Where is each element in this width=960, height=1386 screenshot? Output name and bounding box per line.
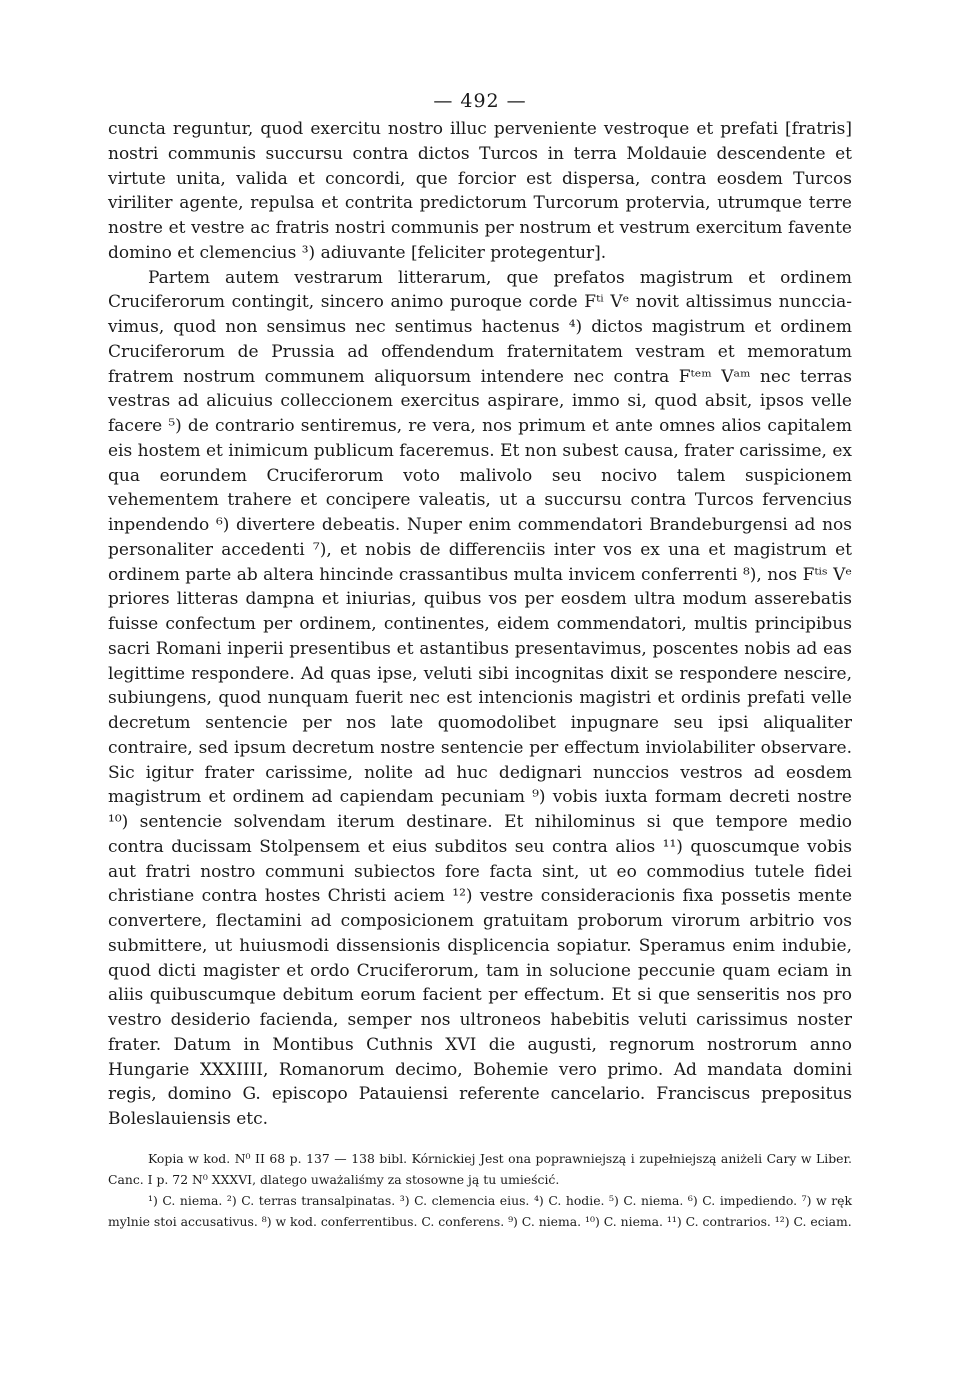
paragraph-2: Partem autem vestrarum litterarum, que prefatos magistrum et ordinem Cruciferorum contingit, sincero animo puroque corde Fᵗⁱ Vᵉ novit altissimus nunccia-vimus, quod non sensimus nec sentimus hactenus ⁴) dictos magistrum et ordinem Cruciferorum de Prussia ad offendendum fraternitatem vestram et memoratum fratrem nostrum communem aliquorsum intendere nec contra Fᵗᵉᵐ Vᵃᵐ nec terras vestras ad alicuius colleccionem exercitus aspirare, immo si, quod absit, ipsos velle facere ⁵) de contrario sentiremus, re vera, nos primum et ante omnes alios capitalem eis hostem et inimicum publicum faceremus. Et non subest causa, frater carissime, ex qua eorundem Cruciferorum voto malivolo seu nocivo talem suspicionem vehementem trahere et concipere valeatis, ut a succursu contra Turcos fervencius inpendendo ⁶) divertere debeatis. Nuper enim commendatori Brandeburgensi ad nos personaliter accedenti ⁷), et nobis de differenciis inter vos ex una et magistrum et ordinem parte ab altera hincinde crassantibus multa invicem conferrenti ⁸), nos Fᵗⁱˢ Vᵉ priores litteras dampna et iniurias, quibus vos per eosdem ultra modum asserebatis fuisse confectum per ordinem, continentes, eidem commendatori, multis principibus sacri Romani inperii presentibus et astantibus presentavimus, poscentes nobis ad eas legittime respondere. Ad quas ipse, veluti sibi incognitas dixit se respondere nescire, subiungens, quod nunquam fuerit nec est intencionis magistri et ordinis prefati velle decretum sentencie per nos late quomodolibet inpugnare seu ipsi aliqualiter contraire, sed ipsum decretum nostre sentencie per effectum inviolabiliter observare. Sic igitur frater carissime, nolite ad huc dedignari nunccios vestros ad eosdem magistrum et ordinem ad capiendam pecuniam ⁹) vobis iuxta formam decreti nostre ¹⁰) sentencie solvendam iterum destinare. Et nihilominus si que tempore medio contra ducissam Stolpensem et eius subditos seu contra alios ¹¹) quoscumque vobis aut fratri nostro communi subiectos fore facta sint, ut eo commodius tutele fidei christiane contra hostes Christi aciem ¹²) vestre consideracionis fixa possetis mente convertere, flectamini ad composicionem gratuitam proborum virorum arbitrio vos submittere, ut huiusmodi dissensionis displicencia sopiatur. Speramus enim indubie, quod dicti magister et ordo Cruciferorum, tam in solucione peccunie quam eciam in aliis quibuscumque debitum eorum facient per effectum. Et si que senseritis nos pro vestro desiderio facienda, semper nos ultroneos habebitis veluti carissimus noster frater. Datum in Montibus Cuthnis XVI die augusti, regnorum nostrorum anno Hungarie XXXIIII, Romanorum decimo, Bohemie vero primo. Ad mandata domini regis, domino G. episcopo Patauiensi referente cancelario. Franciscus prepositus Boleslauiensis etc.	[108, 267, 852, 1129]
main-text	[108, 117, 852, 1132]
footnotes	[108, 1148, 852, 1232]
page-number: — 492 —	[433, 90, 527, 112]
source-note: Kopia w kod. N⁰ II 68 p. 137 — 138 bibl. Kórnickiej Jest ona poprawniejszą i zupełniejszą aniżeli Cary w Liber. Canc. I p. 72 N⁰ XXXVI, dlatego uważaliśmy za stosowne ją tu umieścić.	[108, 1150, 852, 1187]
document-page	[108, 86, 852, 1232]
paragraph-1: cuncta reguntur, quod exercitu nostro illuc perveniente vestroque et prefati [fratris] nostri communis succursu contra dictos Turcos in terra Moldauie descendente et virtute unita, valida et concordi, que forcior est dispersa, contra eosdem Turcos viriliter agente, repulsa et contrita predictorum Turcorum protervia, utrumque terre nostre et vestre ac fratris nostri communis per nostrum et vestrum exercitum favente domino et clemencius ³) adiuvante [feliciter protegentur].	[108, 119, 852, 263]
variant-notes: ¹) C. niema. ²) C. terras transalpinatas. ³) C. clemencia eius. ⁴) C. hodie. ⁵) C. niema. ⁶) C. impediendo. ⁷) w ręk mylnie stoi accusativus. ⁸) w kod. conferrentibus. C. conferens. ⁹) C. niema. ¹⁰) C. niema. ¹¹) C. contrarios. ¹²) C. eciam.	[108, 1192, 852, 1229]
